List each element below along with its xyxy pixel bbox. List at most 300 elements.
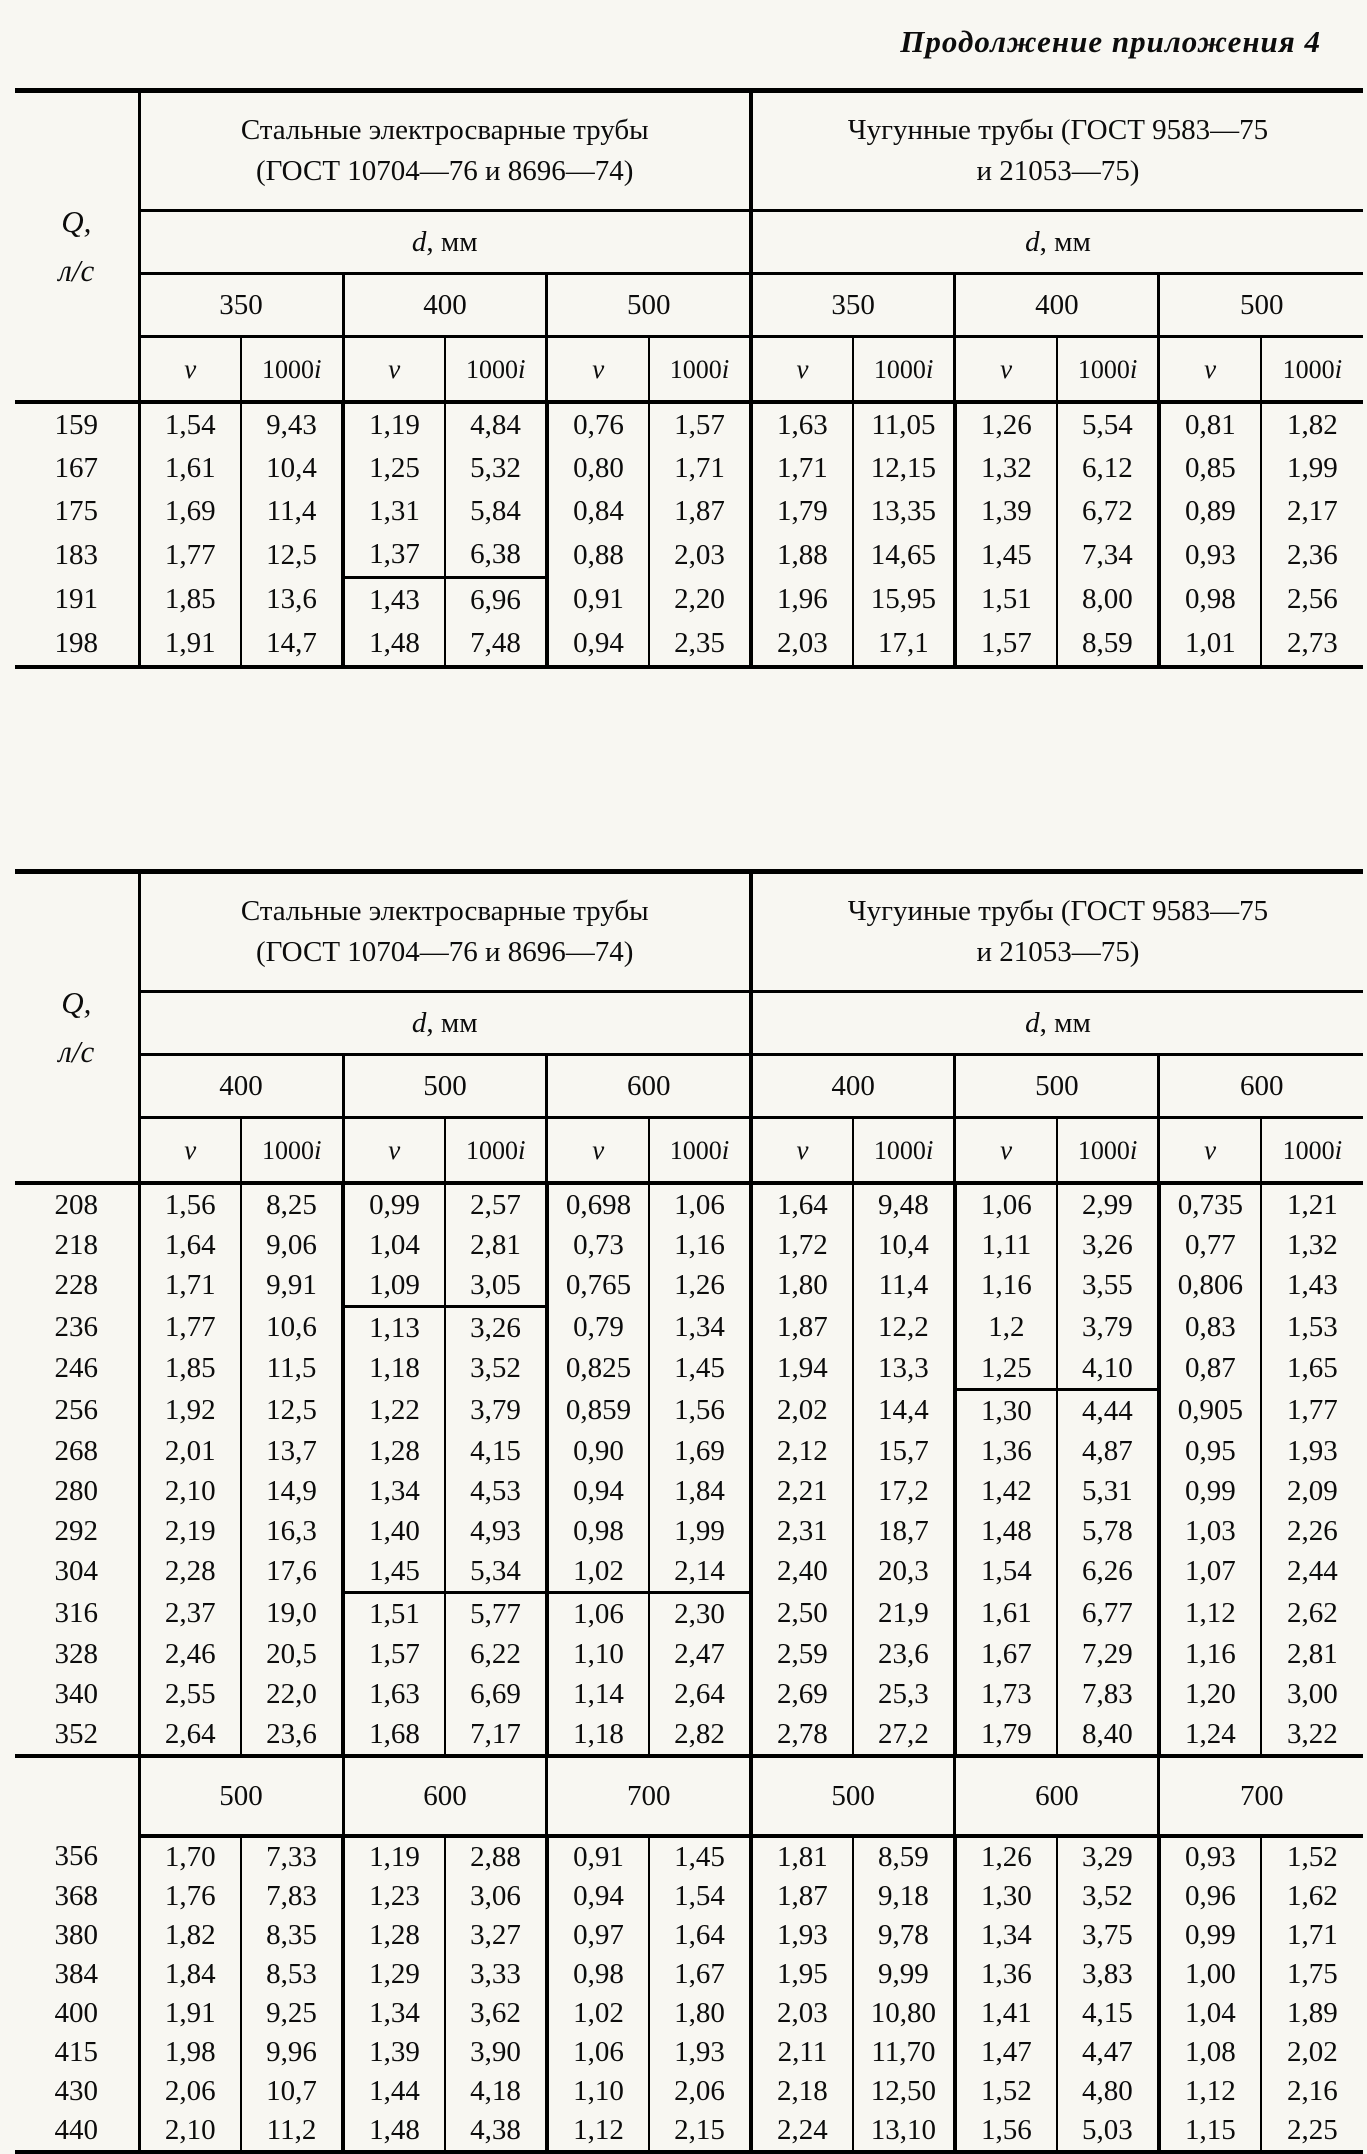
value-cell: 0,806: [1159, 1265, 1261, 1307]
value-cell: 1,76: [139, 1877, 241, 1916]
value-cell: 1,47: [955, 2033, 1057, 2072]
value-cell: 1,87: [751, 1307, 853, 1349]
value-cell: 1,02: [547, 1994, 649, 2033]
value-cell: 1,13: [343, 1307, 445, 1349]
value-cell: 22,0: [241, 1674, 343, 1714]
diameter-header: 400: [751, 1055, 955, 1118]
value-cell: 4,47: [1057, 2033, 1159, 2072]
value-cell: 1,19: [343, 402, 445, 447]
value-cell: 1,12: [1159, 1593, 1261, 1635]
steel-header-line1: Стальные электросварные трубы: [240, 895, 649, 928]
value-cell: 18,7: [853, 1511, 955, 1551]
value-cell: 2,30: [649, 1593, 751, 1635]
1000i-header: 1000i: [1057, 1118, 1159, 1184]
table-row: [15, 1836, 1363, 1877]
value-cell: 11,05: [853, 402, 955, 447]
value-cell: 2,81: [445, 1225, 547, 1265]
value-cell: 1,57: [649, 402, 751, 447]
cast-header-line1: Чугуиные трубы (ГОСТ 9583—75: [847, 895, 1269, 928]
table-row: [15, 1674, 1363, 1714]
value-cell: 17,2: [853, 1471, 955, 1511]
q-value-cell: 292: [54, 1514, 99, 1547]
value-cell: 1,26: [955, 402, 1057, 447]
value-cell: 1,43: [343, 578, 445, 623]
value-cell: 1,12: [1159, 2072, 1261, 2111]
value-cell: 1,56: [955, 2111, 1057, 2152]
cast-header-line2: и 21053—75): [976, 155, 1140, 187]
value-cell: 1,26: [955, 1836, 1057, 1877]
diameter-header: 500: [139, 1756, 343, 1836]
value-cell: 6,69: [445, 1674, 547, 1714]
value-cell: 0,91: [547, 1836, 649, 1877]
value-cell: 9,43: [241, 402, 343, 447]
q-value-cell: 208: [54, 1188, 99, 1221]
q-value-cell: 368: [54, 1880, 99, 1912]
table-row: [15, 402, 1363, 447]
value-cell: 1,91: [139, 1994, 241, 2033]
value-cell: 5,31: [1057, 1471, 1159, 1511]
1000i-header: 1000i: [1261, 1118, 1363, 1184]
q-value-cell: 316: [54, 1596, 99, 1629]
value-cell: 1,29: [343, 1955, 445, 1994]
value-cell: 2,03: [751, 622, 853, 667]
value-cell: 3,29: [1057, 1836, 1159, 1877]
value-cell: 1,77: [139, 533, 241, 578]
value-cell: 3,22: [1261, 1714, 1363, 1756]
value-cell: 23,6: [853, 1634, 955, 1674]
value-cell: 13,35: [853, 490, 955, 533]
value-cell: 1,72: [751, 1225, 853, 1265]
value-cell: 19,0: [241, 1593, 343, 1635]
value-cell: 1,84: [649, 1471, 751, 1511]
value-cell: 13,3: [853, 1348, 955, 1390]
value-cell: 7,83: [241, 1877, 343, 1916]
value-cell: 6,38: [445, 533, 547, 578]
table2-band2-body: [15, 1836, 1363, 2152]
q-value-cell: 167: [54, 452, 99, 484]
value-cell: 11,4: [241, 490, 343, 533]
value-cell: 4,15: [1057, 1994, 1159, 2033]
value-cell: 5,03: [1057, 2111, 1159, 2152]
value-cell: 1,12: [547, 2111, 649, 2152]
value-cell: 1,92: [139, 1390, 241, 1432]
value-cell: 1,61: [139, 447, 241, 490]
value-cell: 1,30: [955, 1390, 1057, 1432]
value-cell: 0,99: [343, 1183, 445, 1225]
value-cell: 21,9: [853, 1593, 955, 1635]
value-cell: 15,7: [853, 1431, 955, 1471]
value-cell: 0,859: [547, 1390, 649, 1432]
value-cell: 6,22: [445, 1634, 547, 1674]
value-cell: 2,59: [751, 1634, 853, 1674]
value-cell: 1,48: [343, 2111, 445, 2152]
1000i-header: 1000i: [853, 337, 955, 403]
value-cell: 7,48: [445, 622, 547, 667]
value-cell: 1,43: [1261, 1265, 1363, 1307]
value-cell: 2,78: [751, 1714, 853, 1756]
value-cell: 3,79: [445, 1390, 547, 1432]
table2-header: [15, 872, 1363, 1184]
table1-body: [15, 402, 1363, 667]
value-cell: 1,87: [649, 490, 751, 533]
value-cell: 1,52: [955, 2072, 1057, 2111]
value-cell: 9,91: [241, 1265, 343, 1307]
v-header: v: [139, 1118, 241, 1184]
q-value-cell: 400: [54, 1997, 99, 2029]
value-cell: 2,10: [139, 2111, 241, 2152]
cast-iron-pipes-header: [751, 872, 1363, 992]
value-cell: 2,35: [649, 622, 751, 667]
value-cell: 3,55: [1057, 1265, 1159, 1307]
q-value-cell: 183: [54, 538, 99, 571]
value-cell: 2,15: [649, 2111, 751, 2152]
diameter-header: 350: [139, 274, 343, 337]
value-cell: 3,27: [445, 1916, 547, 1955]
value-cell: 4,15: [445, 1431, 547, 1471]
value-cell: 4,80: [1057, 2072, 1159, 2111]
q-symbol: Q,: [61, 204, 92, 240]
value-cell: 4,44: [1057, 1390, 1159, 1432]
value-cell: 1,32: [955, 447, 1057, 490]
value-cell: 0,79: [547, 1307, 649, 1349]
1000i-header: 1000i: [649, 1118, 751, 1184]
value-cell: 1,14: [547, 1674, 649, 1714]
value-cell: 13,6: [241, 578, 343, 623]
value-cell: 1,63: [343, 1674, 445, 1714]
value-cell: 11,5: [241, 1348, 343, 1390]
steel-pipes-header: [139, 872, 751, 992]
q-value-cell: 415: [54, 2036, 99, 2068]
q-value-cell: 159: [54, 409, 99, 441]
value-cell: 3,26: [1057, 1225, 1159, 1265]
value-cell: 3,52: [1057, 1877, 1159, 1916]
q-value-cell: 236: [54, 1310, 99, 1343]
q-value-cell: 340: [54, 1677, 99, 1710]
1000i-header: 1000i: [241, 337, 343, 403]
value-cell: 1,26: [649, 1265, 751, 1307]
value-cell: 20,5: [241, 1634, 343, 1674]
value-cell: 5,34: [445, 1551, 547, 1593]
value-cell: 1,54: [139, 402, 241, 447]
q-value-cell: 191: [54, 583, 99, 616]
d-mm-header-steel: d, мм: [139, 992, 751, 1055]
value-cell: 2,02: [751, 1390, 853, 1432]
value-cell: 0,77: [1159, 1225, 1261, 1265]
diameter-header: 600: [343, 1756, 547, 1836]
value-cell: 1,82: [1261, 402, 1363, 447]
value-cell: 1,53: [1261, 1307, 1363, 1349]
table-row: [15, 2033, 1363, 2072]
diameter-header: 400: [343, 274, 547, 337]
value-cell: 6,77: [1057, 1593, 1159, 1635]
q-value-cell: 380: [54, 1919, 99, 1951]
value-cell: 0,94: [547, 622, 649, 667]
value-cell: 1,93: [751, 1916, 853, 1955]
value-cell: 6,96: [445, 578, 547, 623]
value-cell: 16,3: [241, 1511, 343, 1551]
table-row: [15, 490, 1363, 533]
value-cell: 9,25: [241, 1994, 343, 2033]
value-cell: 4,84: [445, 402, 547, 447]
table2-band2-header: [15, 1756, 1363, 1836]
q-value-cell: 430: [54, 2075, 99, 2107]
value-cell: 1,89: [1261, 1994, 1363, 2033]
value-cell: 15,95: [853, 578, 955, 623]
value-cell: 0,735: [1159, 1183, 1261, 1225]
steel-header-line2: (ГОСТ 10704—76 и 8696—74): [255, 936, 634, 968]
value-cell: 1,03: [1159, 1511, 1261, 1551]
value-cell: 1,04: [343, 1225, 445, 1265]
value-cell: 1,91: [139, 622, 241, 667]
q-symbol: Q,: [61, 985, 92, 1021]
page-title: Продолжение приложения 4: [900, 24, 1321, 59]
value-cell: 1,06: [955, 1183, 1057, 1225]
value-cell: 1,16: [649, 1225, 751, 1265]
table-row: [15, 1307, 1363, 1349]
value-cell: 1,65: [1261, 1348, 1363, 1390]
value-cell: 2,56: [1261, 578, 1363, 623]
value-cell: 0,91: [547, 578, 649, 623]
value-cell: 1,54: [649, 1877, 751, 1916]
value-cell: 0,93: [1159, 1836, 1261, 1877]
value-cell: 11,70: [853, 2033, 955, 2072]
value-cell: 1,79: [751, 490, 853, 533]
value-cell: 2,88: [445, 1836, 547, 1877]
value-cell: 1,23: [343, 1877, 445, 1916]
value-cell: 4,10: [1057, 1348, 1159, 1390]
q-value-cell: 175: [54, 495, 99, 527]
value-cell: 2,09: [1261, 1471, 1363, 1511]
value-cell: 1,56: [649, 1390, 751, 1432]
value-cell: 9,18: [853, 1877, 955, 1916]
value-cell: 3,62: [445, 1994, 547, 2033]
value-cell: 1,25: [955, 1348, 1057, 1390]
value-cell: 2,47: [649, 1634, 751, 1674]
value-cell: 23,6: [241, 1714, 343, 1756]
value-cell: 2,03: [751, 1994, 853, 2033]
value-cell: 1,48: [343, 622, 445, 667]
table-row: [15, 1916, 1363, 1955]
value-cell: 0,83: [1159, 1307, 1261, 1349]
value-cell: 1,73: [955, 1674, 1057, 1714]
value-cell: 9,48: [853, 1183, 955, 1225]
value-cell: 1,68: [343, 1714, 445, 1756]
v-header: v: [1159, 337, 1261, 403]
value-cell: 10,7: [241, 2072, 343, 2111]
value-cell: 1,10: [547, 2072, 649, 2111]
1000i-header: 1000i: [445, 1118, 547, 1184]
value-cell: 1,22: [343, 1390, 445, 1432]
value-cell: 2,19: [139, 1511, 241, 1551]
diameter-header: 500: [955, 1055, 1159, 1118]
value-cell: 6,72: [1057, 490, 1159, 533]
value-cell: 3,75: [1057, 1916, 1159, 1955]
table-row: [15, 2111, 1363, 2152]
table-row: [15, 1877, 1363, 1916]
value-cell: 4,18: [445, 2072, 547, 2111]
value-cell: 1,99: [1261, 447, 1363, 490]
table-row: [15, 447, 1363, 490]
table-row: [15, 1511, 1363, 1551]
value-cell: 1,34: [343, 1471, 445, 1511]
value-cell: 3,90: [445, 2033, 547, 2072]
value-cell: 3,26: [445, 1307, 547, 1349]
value-cell: 1,32: [1261, 1225, 1363, 1265]
value-cell: 1,81: [751, 1836, 853, 1877]
value-cell: 11,2: [241, 2111, 343, 2152]
value-cell: 0,96: [1159, 1877, 1261, 1916]
value-cell: 0,825: [547, 1348, 649, 1390]
value-cell: 1,61: [955, 1593, 1057, 1635]
value-cell: 1,71: [1261, 1916, 1363, 1955]
value-cell: 1,70: [139, 1836, 241, 1877]
value-cell: 0,80: [547, 447, 649, 490]
value-cell: 2,17: [1261, 490, 1363, 533]
value-cell: 5,77: [445, 1593, 547, 1635]
value-cell: 4,93: [445, 1511, 547, 1551]
q-value-cell: 384: [54, 1958, 99, 1990]
value-cell: 8,25: [241, 1183, 343, 1225]
diameter-header: 600: [955, 1756, 1159, 1836]
v-header: v: [343, 337, 445, 403]
diameter-header: 700: [547, 1756, 751, 1836]
value-cell: 2,26: [1261, 1511, 1363, 1551]
value-cell: 5,32: [445, 447, 547, 490]
q-column-header: [15, 872, 139, 1184]
value-cell: 1,15: [1159, 2111, 1261, 2152]
value-cell: 6,26: [1057, 1551, 1159, 1593]
value-cell: 3,05: [445, 1265, 547, 1307]
value-cell: 3,83: [1057, 1955, 1159, 1994]
value-cell: 1,16: [1159, 1634, 1261, 1674]
diameter-header: 350: [751, 274, 955, 337]
value-cell: 3,06: [445, 1877, 547, 1916]
table-row: [15, 533, 1363, 578]
value-cell: 9,78: [853, 1916, 955, 1955]
value-cell: 1,48: [955, 1511, 1057, 1551]
value-cell: 2,16: [1261, 2072, 1363, 2111]
steel-header-line2: (ГОСТ 10704—76 и 8696—74): [255, 155, 634, 187]
value-cell: 2,24: [751, 2111, 853, 2152]
q-value-cell: 440: [54, 2114, 99, 2146]
value-cell: 1,96: [751, 578, 853, 623]
v-header: v: [751, 337, 853, 403]
band-spacer: [15, 1756, 139, 1836]
value-cell: 1,45: [649, 1348, 751, 1390]
q-value-cell: 352: [54, 1717, 99, 1750]
value-cell: 1,06: [547, 1593, 649, 1635]
v-header: v: [1159, 1118, 1261, 1184]
value-cell: 1,34: [649, 1307, 751, 1349]
value-cell: 1,56: [139, 1183, 241, 1225]
value-cell: 1,71: [751, 447, 853, 490]
value-cell: 2,21: [751, 1471, 853, 1511]
table-row: [15, 1955, 1363, 1994]
value-cell: 1,06: [649, 1183, 751, 1225]
value-cell: 1,20: [1159, 1674, 1261, 1714]
q-units: л/с: [58, 252, 95, 288]
value-cell: 12,15: [853, 447, 955, 490]
value-cell: 14,7: [241, 622, 343, 667]
value-cell: 1,57: [955, 622, 1057, 667]
diameter-header: 500: [547, 274, 751, 337]
value-cell: 7,17: [445, 1714, 547, 1756]
diameter-header: 400: [139, 1055, 343, 1118]
value-cell: 10,4: [853, 1225, 955, 1265]
value-cell: 1,67: [649, 1955, 751, 1994]
value-cell: 1,39: [955, 490, 1057, 533]
value-cell: 2,81: [1261, 1634, 1363, 1674]
1000i-header: 1000i: [241, 1118, 343, 1184]
value-cell: 1,2: [955, 1307, 1057, 1349]
value-cell: 2,06: [139, 2072, 241, 2111]
value-cell: 1,95: [751, 1955, 853, 1994]
q-units: л/с: [58, 1033, 95, 1069]
table-row: [15, 1225, 1363, 1265]
value-cell: 1,42: [955, 1471, 1057, 1511]
value-cell: 2,57: [445, 1183, 547, 1225]
value-cell: 10,80: [853, 1994, 955, 2033]
value-cell: 1,57: [343, 1634, 445, 1674]
diameter-header: 500: [343, 1055, 547, 1118]
value-cell: 10,4: [241, 447, 343, 490]
v-header: v: [751, 1118, 853, 1184]
value-cell: 14,4: [853, 1390, 955, 1432]
value-cell: 2,55: [139, 1674, 241, 1714]
q-value-cell: 328: [54, 1637, 99, 1670]
q-column-header: [15, 91, 139, 403]
value-cell: 1,99: [649, 1511, 751, 1551]
value-cell: 1,93: [649, 2033, 751, 2072]
value-cell: 1,41: [955, 1994, 1057, 2033]
value-cell: 1,34: [343, 1994, 445, 2033]
table-row: [15, 1714, 1363, 1756]
value-cell: 2,31: [751, 1511, 853, 1551]
value-cell: 0,97: [547, 1916, 649, 1955]
value-cell: 1,45: [955, 533, 1057, 578]
value-cell: 2,28: [139, 1551, 241, 1593]
value-cell: 4,38: [445, 2111, 547, 2152]
diameter-header: 500: [751, 1756, 955, 1836]
table-row: [15, 1183, 1363, 1225]
value-cell: 2,40: [751, 1551, 853, 1593]
value-cell: 1,69: [139, 490, 241, 533]
table-row: [15, 1551, 1363, 1593]
table-row: [15, 1265, 1363, 1307]
value-cell: 10,6: [241, 1307, 343, 1349]
1000i-header: 1000i: [649, 337, 751, 403]
value-cell: 1,69: [649, 1431, 751, 1471]
value-cell: 3,33: [445, 1955, 547, 1994]
v-header: v: [139, 337, 241, 403]
value-cell: 3,79: [1057, 1307, 1159, 1349]
q-value-cell: 218: [54, 1228, 99, 1261]
hydraulic-table-1: [15, 88, 1363, 669]
value-cell: 0,99: [1159, 1471, 1261, 1511]
value-cell: 27,2: [853, 1714, 955, 1756]
value-cell: 1,16: [955, 1265, 1057, 1307]
value-cell: 7,34: [1057, 533, 1159, 578]
value-cell: 1,77: [1261, 1390, 1363, 1432]
steel-header-line1: Стальные электросварные трубы: [240, 114, 649, 147]
value-cell: 0,98: [547, 1955, 649, 1994]
value-cell: 0,99: [1159, 1916, 1261, 1955]
table-row: [15, 578, 1363, 623]
value-cell: 1,51: [955, 578, 1057, 623]
hydraulic-table-2: [15, 869, 1363, 2154]
value-cell: 0,698: [547, 1183, 649, 1225]
value-cell: 0,94: [547, 1471, 649, 1511]
